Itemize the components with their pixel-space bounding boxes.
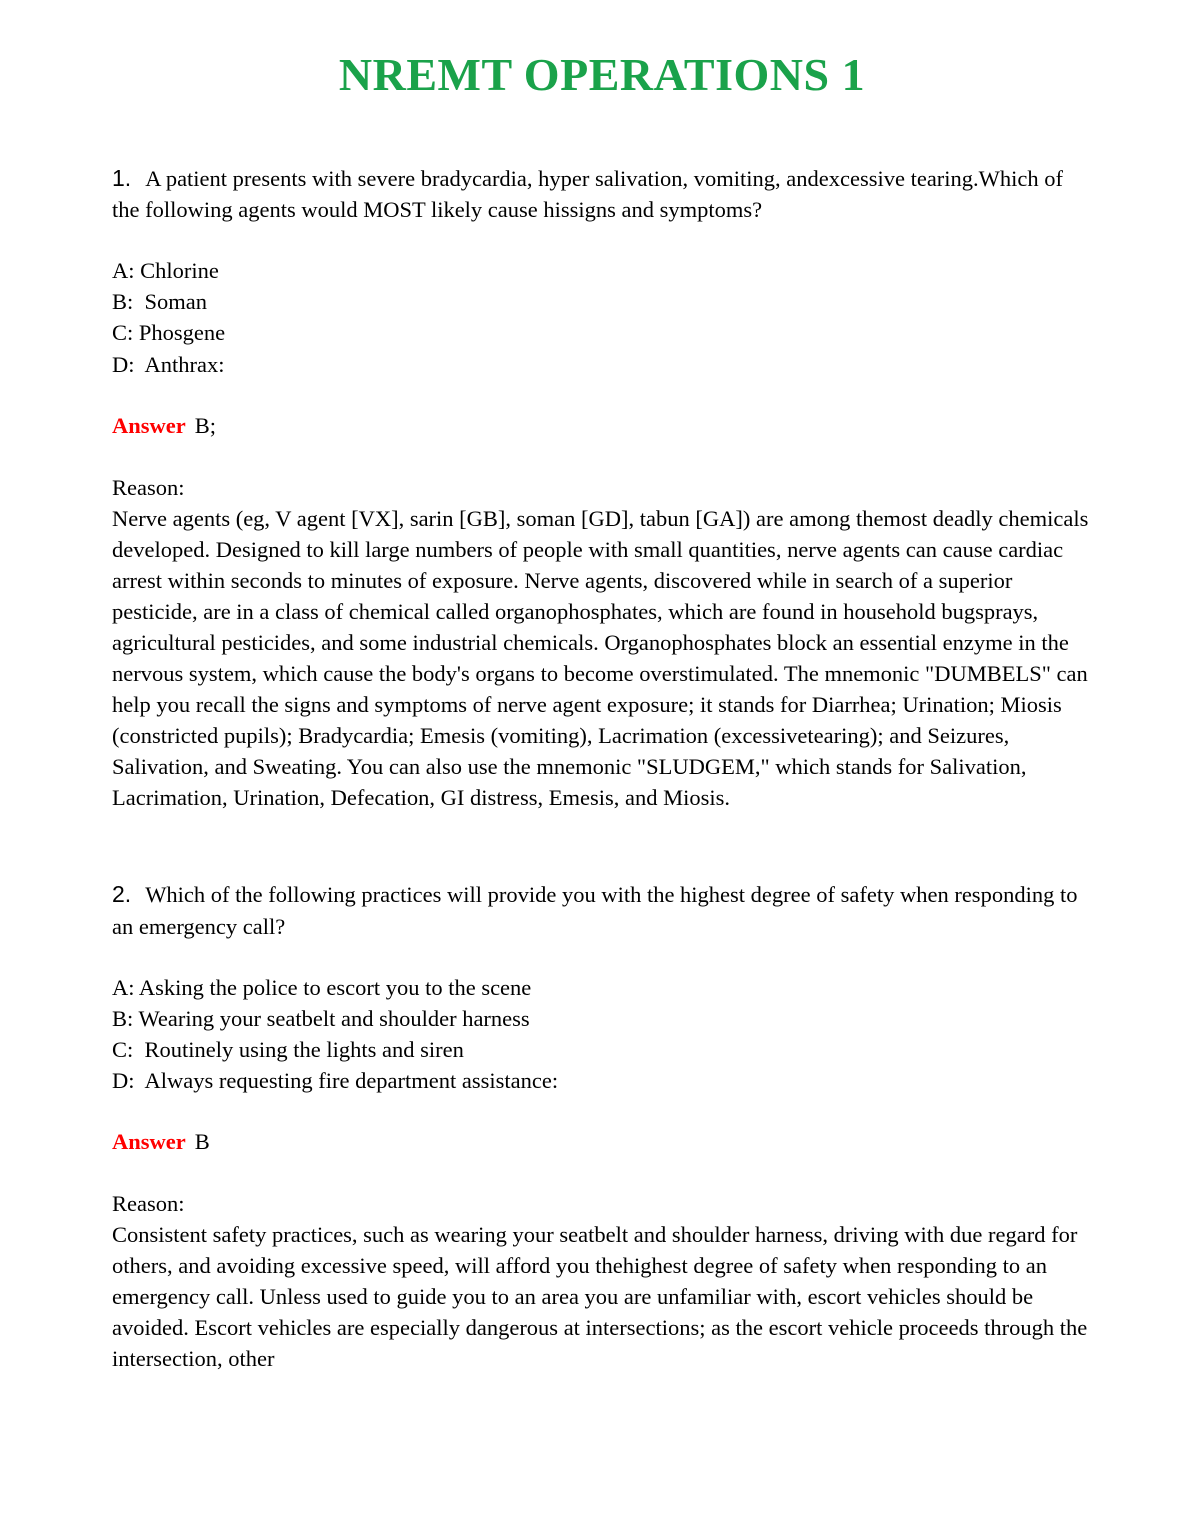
option-b: B: Wearing your seatbelt and shoulder harness (112, 1005, 530, 1031)
option-b: B: Soman (112, 289, 208, 315)
option-a: A: Asking the police to escort you to the scene (112, 974, 532, 1000)
options-list (112, 972, 1092, 1096)
options-list (112, 255, 1092, 379)
reason-text: Nerve agents (eg, V agent [VX], sarin [GB], soman [GD], tabun [GA]) are among themost deadly chemicals developed. Designed to kill large numbers of people with small quantities, nerve agents can cause cardiac arrest within seconds to minutes of exposure. Nerve agents, discovered while in search of a superior pesticide, are in a class of chemical called organophosphates, which are found in household bugsprays, agricultural pesticides, and some industrial chemicals. Organophosphates block an essential enzyme in the nervous system, which cause the body's organs to become overstimulated. The mnemonic "DUMBELS" can help you recall the signs and symptoms of nerve agent exposure; it stands for Diarrhea; Urination; Miosis (constricted pupils); Bradycardia; Emesis (vomiting), Lacrimation (excessivetearing); and Seizures, Salivation, and Sweating. You can also use the mnemonic "SLUDGEM," which stands for Salivation, Lacrimation, Urination, Defecation, GI distress, Emesis, and Miosis. (112, 505, 1089, 811)
question-number: 2. (112, 881, 132, 908)
answer-value: B (194, 1129, 210, 1155)
reason-text: Consistent safety practices, such as wearing your seatbelt and shoulder harness, driving with due regard for others, and avoiding excessive speed, will afford you thehighest degree of safety when responding to an emergency call. Unless used to guide you to an area you are unfamiliar with, escort vehicles should be avoided. Escort vehicles are especially dangerous at intersections; as the escort vehicle proceeds through the intersection, other (112, 1222, 1088, 1372)
option-a: A: Chlorine (112, 258, 219, 284)
question-heading (112, 879, 1092, 942)
question-text: A patient presents with severe bradycardia, hyper salivation, vomiting, andexcessive tearing.Which of the following agents would MOST likely cause hissigns and symptoms? (112, 165, 1064, 223)
answer-label: Answer (112, 1129, 186, 1155)
question-heading (112, 163, 1092, 226)
option-c: C: Routinely using the lights and siren (112, 1037, 464, 1062)
answer-line (112, 410, 1092, 441)
option-c: C: Phosgene (112, 320, 226, 346)
reason-label: Reason: (112, 1191, 185, 1217)
question-block-1 (112, 163, 1092, 814)
page-title: NREMT OPERATIONS 1 (338, 49, 866, 100)
answer-label: Answer (112, 412, 186, 438)
option-d: D: Always requesting fire department assistance: (112, 1068, 559, 1094)
option-d: D: Anthrax: (112, 351, 225, 377)
question-text: Which of the following practices will provide you with the highest degree of safety when responding to an emergency call? (112, 882, 1078, 939)
answer-value: B; (194, 412, 217, 438)
question-number: 1. (112, 164, 132, 191)
reason-label: Reason: (112, 474, 185, 500)
answer-line (112, 1126, 1092, 1157)
question-block-2 (112, 879, 1092, 1374)
